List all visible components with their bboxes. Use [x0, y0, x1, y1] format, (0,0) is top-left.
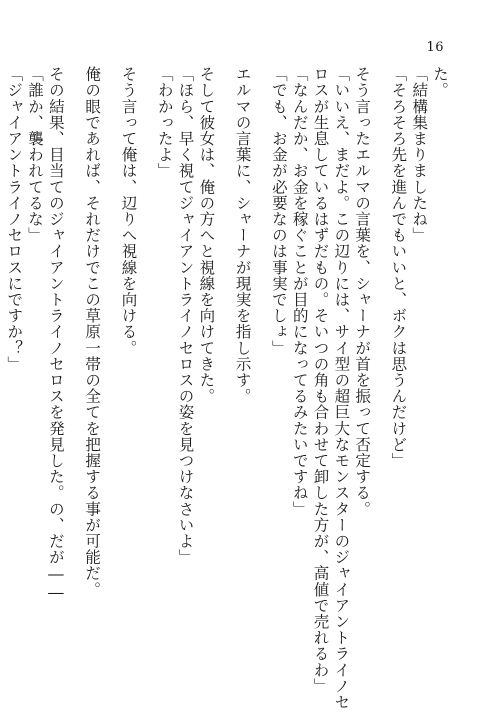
text-line: た。	[431, 66, 449, 99]
text-line: 「ほら、早く視てジャイアントライノセロスの姿を見つけなさいよ」	[176, 66, 195, 566]
text-line: ロスが生息しているはずだもの。そいつの角も合わせて卸した方が、高値で売れるわ」	[311, 66, 330, 694]
text-line: 「なんだか、お金を稼ぐことが目的になってるみたいですね」	[290, 66, 309, 517]
text-line: 「結構集まりましたね」	[410, 66, 429, 244]
text-line: 「ジャイアントライノセロスにですか？」	[5, 66, 24, 372]
text-line: 俺の眼であれば、それだけでこの草原一帯の全てを把握する事が可能だ。	[83, 66, 102, 598]
text-line: 「そろそろ先を進んでもいいと、ボクは思うんだけど」	[389, 66, 408, 469]
text-line: その結果、目当てのジャイアントライノセロスを発見した。の、だが――	[46, 66, 65, 603]
text-line: そう言ったエルマの言葉を、シャーナが首を振って否定する。	[353, 66, 372, 517]
text-line: そして彼女は、俺の方へと視線を向けてきた。	[197, 66, 216, 405]
vertical-text-body	[3, 66, 450, 710]
text-line: エルマの言葉に、シャーナが現実を指し示す。	[233, 66, 252, 405]
text-line: 「誰か、襲われてるな」	[26, 66, 45, 244]
text-line: 「わかったよ」	[155, 66, 174, 179]
text-line: 「いいえ、まだよ。この辺りには、サイ型の超巨大なモンスターのジャイアントライノセ	[332, 66, 351, 710]
page-number: 16	[426, 40, 444, 55]
text-line: 「でも、お金が必要なのは事実でしょ」	[269, 66, 288, 356]
text-line: そう言って俺は、辺りへ視線を向ける。	[119, 66, 138, 356]
